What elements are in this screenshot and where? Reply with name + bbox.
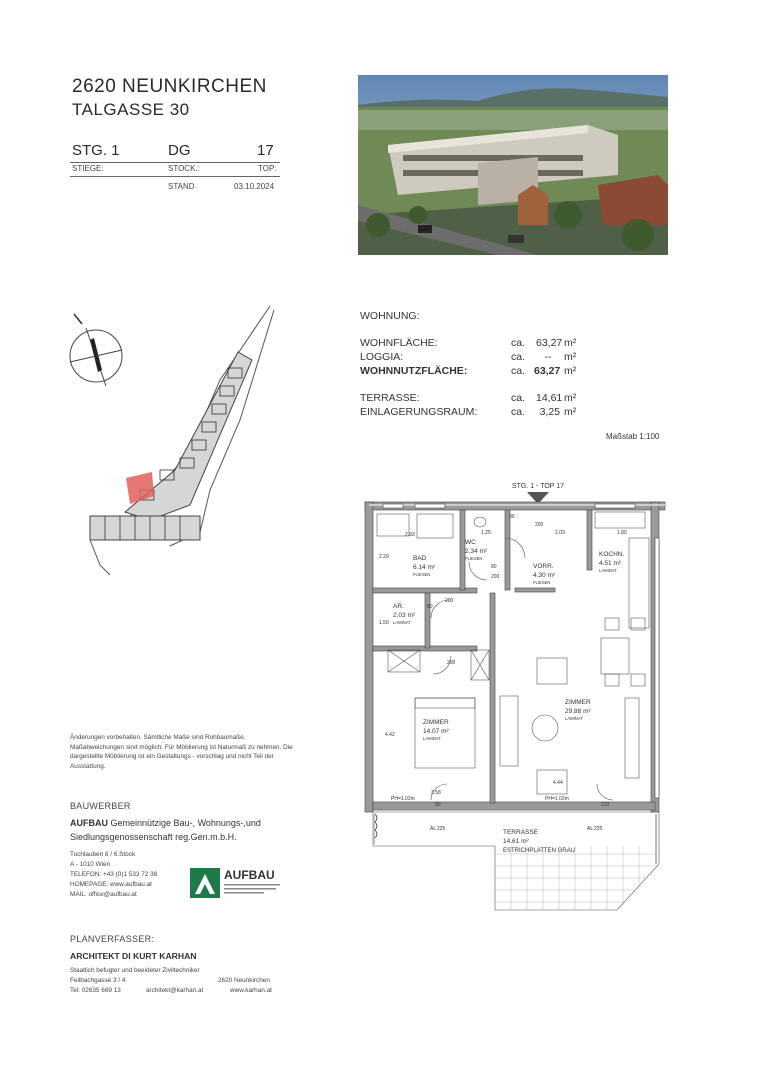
stair-value: STG. 1 [72, 142, 120, 159]
room-area-kochn: 4.51 m² [599, 560, 622, 567]
dim-label: 200 [445, 598, 454, 604]
site-plan [30, 300, 280, 580]
room-name-ar: AR. [393, 603, 404, 610]
room-name-wc: WC [465, 539, 476, 546]
dim-label: 200 [535, 522, 544, 528]
row-unit: m² [564, 351, 577, 363]
planner-address: Feilbachgasse 3 / 4 [70, 977, 126, 984]
row-value: 63,27 [534, 365, 561, 377]
planner-phone: Tel. 02635 669 13 [70, 987, 121, 994]
row-label: TERRASSE: [360, 392, 420, 404]
unit-marker: STG. 1 - TOP 17 [511, 483, 565, 490]
dim-label: 4.44 [553, 780, 563, 786]
room-area-zimmer-2: 29.88 m² [565, 708, 591, 715]
row-label: WOHNNUTZFLÄCHE: [360, 365, 468, 377]
room-floor-bad: FLIESEN [413, 572, 431, 577]
row-label: LOGGIA: [360, 351, 404, 363]
builder-address2: A - 1010 Wien [70, 861, 111, 868]
dim-label: PH=1.02m [545, 796, 569, 802]
room-area-bad: 6.14 m² [413, 564, 436, 571]
floor-label: STOCK.: [168, 164, 200, 173]
row-unit: m² [564, 392, 577, 404]
planner-line1: Staatlich befugter und beeideter Ziviltechniker [70, 967, 200, 974]
dim-label: 225 [437, 826, 446, 832]
building-rendering [358, 75, 668, 255]
row-value: -- [544, 351, 552, 363]
planner-name: ARCHITEKT DI KURT KARHAN [70, 951, 197, 961]
top-label: TOP: [258, 164, 277, 173]
dim-label: 2.29 [379, 554, 389, 560]
logo-text: AUFBAU [224, 868, 275, 882]
disclaimer-text: Änderungen vorbehalten. Sämtliche Maße sind Rohbaumaße. Maßabweichungen sind möglich. Für Möblierung ist Naturmaß zu nehmen. Die dargestellte Möblierung ist ein Gestaltungs - vorschlag und nicht Teil der Ausstattung. [70, 734, 293, 770]
dim-label: 2.93 [405, 532, 415, 538]
row-value: 63,27 [536, 337, 563, 349]
stand-label: STAND [168, 182, 195, 191]
row-value: 14,61 [536, 392, 563, 404]
room-name-zimmer-2: ZIMMER [565, 699, 591, 706]
dim-label: 4.42 [385, 732, 395, 738]
aufbau-logo [190, 866, 282, 902]
room-name-kochn: KOCHN. [599, 551, 625, 558]
dim-label: AL [430, 826, 437, 832]
row-ca: ca. [511, 365, 526, 377]
row-unit: m² [564, 406, 577, 418]
room-floor-ar: LAMINAT [393, 620, 411, 625]
row-label: WOHNFLÄCHE: [360, 337, 438, 349]
dim-label: 200 [491, 574, 500, 580]
dim-label: 80 [491, 564, 497, 570]
room-floor-vorr: FLIESEN [533, 580, 551, 585]
north-arrow-tip [74, 314, 82, 324]
room-floor-zimmer-1: LAMINAT [423, 736, 441, 741]
dim-label: 225 [594, 826, 603, 832]
room-area-wc: 2.34 m² [465, 548, 488, 555]
row-ca: ca. [511, 392, 526, 404]
room-area-terrasse: 14.61 m² [503, 838, 529, 845]
room-name-bad: BAD [413, 555, 427, 562]
room-floor-terrasse: ESTRICHPLATTEN GRAU [503, 848, 575, 854]
room-area-zimmer-1: 14.07 m² [423, 728, 449, 735]
room-floor-kochn: LAMINAT [599, 568, 617, 573]
builder-name-line2: Siedlungsgenossenschaft reg.Gen.m.b.H. [70, 832, 237, 842]
dim-label: 2.03 [555, 530, 565, 536]
dim-label: 3.58 [431, 790, 441, 796]
planner-web[interactable]: www.karhan.at [230, 987, 272, 994]
dim-label: 210 [601, 802, 610, 808]
row-unit: m² [564, 337, 577, 349]
planner-heading: PLANVERFASSER: [70, 934, 155, 944]
dim-label: 1.50 [379, 620, 389, 626]
header-rule-2 [70, 176, 280, 177]
dim-label: 1.80 [617, 530, 627, 536]
room-name-vorr: VORR. [533, 563, 554, 570]
top-value: 17 [257, 142, 274, 159]
row-ca: ca. [511, 406, 526, 418]
room-area-vorr: 4.30 m² [533, 572, 556, 579]
stand-date: 03.10.2024 [234, 182, 275, 191]
dim-label: PH=1.02m [391, 796, 415, 802]
builder-address1: Tuchlauben 8 / 6.Stock [70, 851, 136, 858]
row-unit: m² [564, 365, 577, 377]
builder-phone: TELEFON: +43 (0)1 533 72 38 [70, 871, 158, 878]
builder-mail[interactable]: MAIL: office@aufbau.at [70, 891, 137, 898]
row-label: EINLAGERUNGSRAUM: [360, 406, 478, 418]
dim-label: AL [587, 826, 594, 832]
row-ca: ca. [511, 351, 526, 363]
dim-label: 200 [447, 660, 456, 666]
planner-city: 2620 Neunkirchen [218, 977, 270, 984]
planner-email[interactable]: architekt@karhan.at [146, 987, 204, 994]
floor-value: DG [168, 142, 191, 159]
header-rule [70, 162, 280, 163]
builder-name-line1: Gemeinnützige Bau-, Wohnungs-,und [110, 818, 261, 828]
room-floor-zimmer-2: LAMINAT [565, 716, 583, 721]
dim-label: 1.25 [481, 530, 491, 536]
dim-label: 80 [435, 802, 441, 808]
builder-homepage[interactable]: HOMEPAGE: www.aufbau.at [70, 881, 152, 888]
room-floor-wc: FLIESEN [465, 556, 483, 561]
room-name-terrasse: TERRASSE [503, 829, 539, 836]
stair-label: STIEGE: [72, 164, 104, 173]
dim-label: 80 [427, 604, 433, 610]
floor-plan [355, 478, 670, 916]
builder-name-bold: AUFBAU [70, 818, 108, 828]
dim-label: 90 [509, 514, 515, 520]
street-title: TALGASSE 30 [72, 100, 190, 119]
builder-heading: BAUWERBER [70, 801, 131, 811]
city-title: 2620 NEUNKIRCHEN [72, 76, 267, 97]
room-area-ar: 2.03 m² [393, 612, 416, 619]
scale-label: Maßstab 1:100 [606, 432, 660, 441]
row-ca: ca. [511, 337, 526, 349]
room-name-zimmer-1: ZIMMER [423, 719, 449, 726]
row-value: 3,25 [539, 406, 560, 418]
apartment-heading: WOHNUNG: [360, 310, 420, 322]
